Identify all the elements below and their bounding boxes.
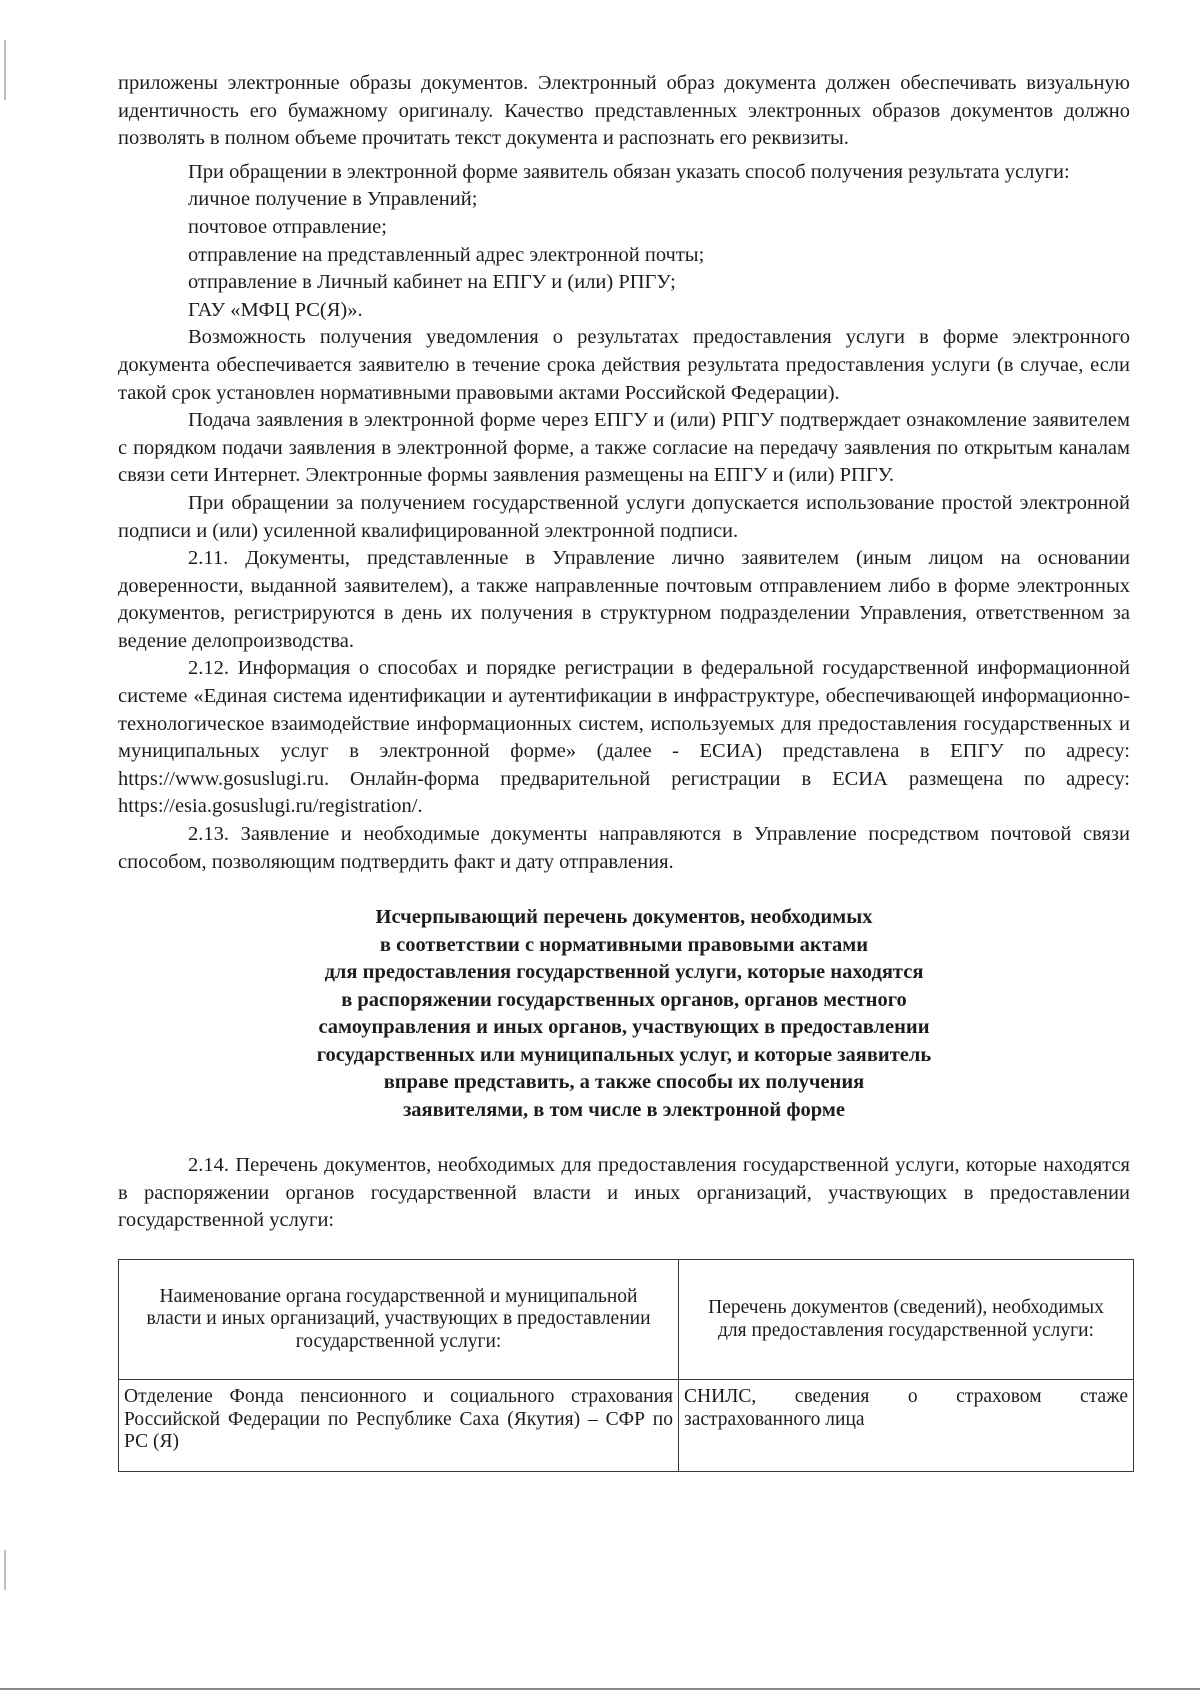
- table-header-documents: Перечень документов (сведений), необходимых для предоставления государственной услуги:: [679, 1260, 1134, 1380]
- heading-line: заявителями, в том числе в электронной форме: [403, 1098, 845, 1121]
- documents-table: [118, 1259, 1134, 1472]
- paragraph-signature: При обращении за получением государственной услуги допускается использование простой электронной подписи и (или) усиленной квалифицированной электронной подписи.: [118, 491, 1130, 542]
- table-header-organization: Наименование органа государственной и муниципальной власти и иных организаций, участвующих в предоставлении государственной услуги:: [119, 1260, 679, 1380]
- paragraph-submission: Подача заявления в электронной форме через ЕПГУ и (или) РПГУ подтверждает ознакомление заявителем с порядком подачи заявления в электронной форме, а также согласие на передачу заявления по открытым каналам связи сети Интернет. Электронные формы заявления размещены на ЕПГУ и (или) РПГУ.: [118, 409, 1130, 487]
- paragraph-2-14: 2.14. Перечень документов, необходимых для предоставления государственной услуги, которые находятся в распоряжении органов государственной власти и иных организаций, участвующих в предоставлении государственной услуги:: [118, 1154, 1130, 1232]
- list-item: личное получение в Управлений;: [188, 188, 478, 211]
- scan-bottom-edge: [0, 1688, 1200, 1690]
- heading-line: в распоряжении государственных органов, органов местного: [341, 988, 907, 1011]
- table-row: [119, 1380, 1134, 1472]
- section-heading: [118, 904, 1130, 1124]
- heading-line: Исчерпывающий перечень документов, необходимых: [375, 906, 873, 929]
- table-header-row: [119, 1260, 1134, 1380]
- paragraph-electronic-images: приложены электронные образы документов. Электронный образ документа должен обеспечивать визуальную идентичность его бумажному оригиналу. Качество представленных электронных образов документов должно позволять в полном объеме прочитать текст документа и распознать его реквизиты.: [118, 72, 1130, 150]
- paragraph-2-13: 2.13. Заявление и необходимые документы направляются в Управление посредством почтовой связи способом, позволяющим подтвердить факт и дату отправления.: [118, 823, 1130, 873]
- list-item: почтовое отправление;: [188, 215, 387, 238]
- heading-line: вправе представить, а также способы их получения: [383, 1071, 865, 1094]
- table-cell-organization: Отделение Фонда пенсионного и социального страхования Российской Федерации по Республике Саха (Якутия) – СФР по РС (Я): [119, 1380, 679, 1472]
- heading-line: самоуправления и иных органов, участвующих в предоставлении: [318, 1016, 930, 1039]
- list-item: ГАУ «МФЦ РС(Я)».: [188, 298, 363, 321]
- list-item: отправление в Личный кабинет на ЕПГУ и (или) РПГУ;: [188, 271, 676, 294]
- heading-line: государственных или муниципальных услуг, и которые заявитель: [316, 1043, 932, 1066]
- heading-line: в соответствии с нормативными правовыми актами: [379, 933, 869, 956]
- paragraph-2-11: 2.11. Документы, представленные в Управление лично заявителем (иным лицом на основании доверенности, выданной заявителем), а также направленные почтовым отправлением либо в форме электронных документов, регистрируются в день их получения в структурном подразделении Управления, ответственном за ведение делопроизводства.: [118, 547, 1130, 652]
- heading-line: для предоставления государственной услуги, которые находятся: [324, 961, 924, 984]
- paragraph-2-12: 2.12. Информация о способах и порядке регистрации в федеральной государственной информационной системе «Единая система идентификации и аутентификации в инфраструктуре, обеспечивающей информационно-технологическое взаимодействие информационных систем, используемых для предоставления государственных и муниципальных услуг в электронной форме» (далее - ЕСИА) представлена в ЕПГУ по адресу: https://www.gosuslugi.ru. Онлайн-форма предварительной регистрации в ЕСИА размещена по адресу: https://esia.gosuslugi.ru/registration/.: [118, 657, 1130, 818]
- paragraph-notification: Возможность получения уведомления о результатах предоставления услуги в форме электронного документа обеспечивается заявителю в течение срока действия результата предоставления услуги (в случае, если такой срок установлен нормативными правовыми актами Российской Федерации).: [118, 326, 1130, 404]
- paragraph-result-method: При обращении в электронной форме заявитель обязан указать способ получения результата услуги:: [188, 160, 1070, 183]
- list-item: отправление на представленный адрес электронной почты;: [188, 243, 705, 266]
- scan-edge-mark: [4, 1550, 6, 1590]
- table-cell-documents: СНИЛС, сведения о страховом стаже застрахованного лица: [679, 1380, 1134, 1472]
- scan-edge-mark: [4, 40, 6, 100]
- document-page: [118, 70, 1130, 1472]
